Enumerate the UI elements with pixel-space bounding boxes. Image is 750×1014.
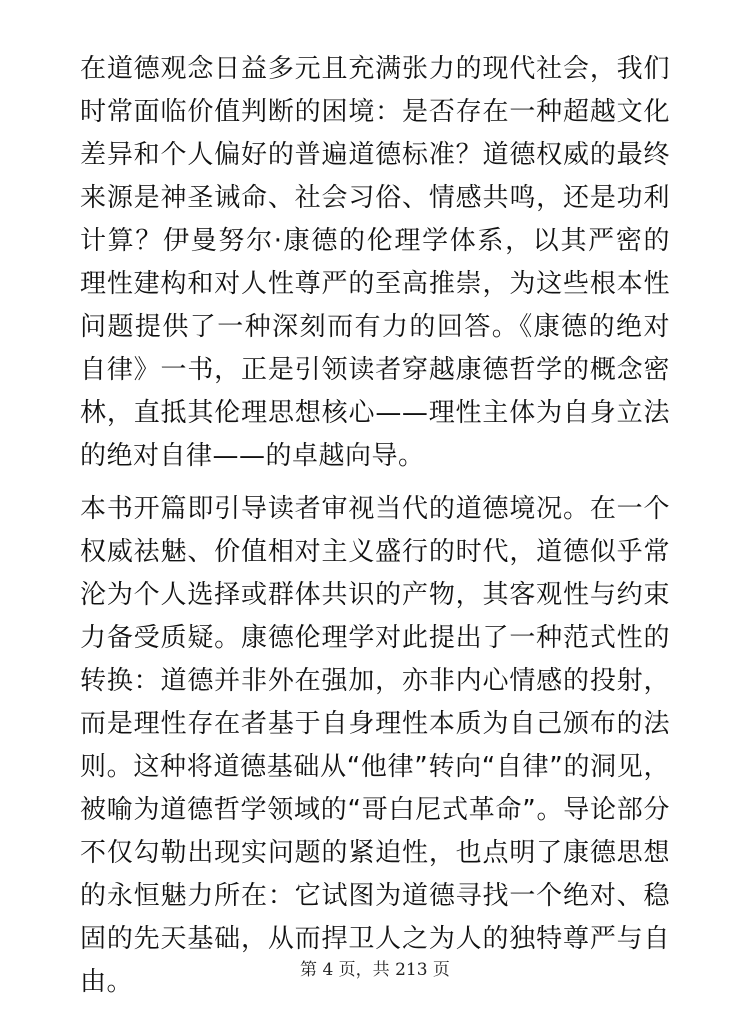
paragraph: 本书开篇即引导读者审视当代的道德境况。在一个权威祛魅、价值相对主义盛行的时代，道德似乎常沦为个人选择或群体共识的产物，其客观性与约束力备受质疑。康德伦理学对此提出了一种范式性的转换：道德并非外在强加，亦非内心情感的投射，而是理性存在者基于自身理性本质为自己颁布的法则。这种将道德基础从“他律”转向“自律”的洞见，被喻为道德哲学领域的“哥白尼式革命”。导论部分不仅勾勒出现实问题的紧迫性，也点明了康德思想的永恒魅力所在：它试图为道德寻找一个绝对、稳固的先天基础，从而捍卫人之为人的独特尊严与自由。 [80,494,670,997]
page-number: 第 4 页，共 213 页 [300,960,450,980]
document-body [80,48,670,1014]
paragraph: 在道德观念日益多元且充满张力的现代社会，我们时常面临价值判断的困境：是否存在一种超越文化差异和个人偏好的普遍道德标准？道德权威的最终来源是神圣诫命、社会习俗、情感共鸣，还是功利计算？伊曼努尔·康德的伦理学体系，以其严密的理性建构和对人性尊严的至高推崇，为这些根本性问题提供了一种深刻而有力的回答。《康德的绝对自律》一书，正是引领读者穿越康德哲学的概念密林，直抵其伦理思想核心——理性主体为自身立法的绝对自律——的卓越向导。 [80,54,670,471]
